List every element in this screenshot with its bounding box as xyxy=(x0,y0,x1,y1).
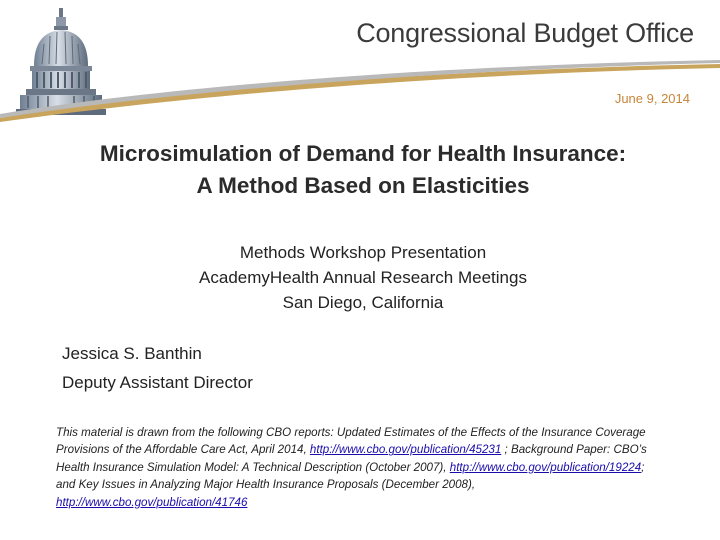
subtitle-line-1: Methods Workshop Presentation xyxy=(239,243,487,262)
author-name: Jessica S. Banthin xyxy=(62,344,202,363)
title-line-1: Microsimulation of Demand for Health Insurance: xyxy=(99,141,627,166)
presentation-date: June 9, 2014 xyxy=(614,91,690,106)
author-role: Deputy Assistant Director xyxy=(62,373,253,392)
link-publication-45231[interactable]: http://www.cbo.gov/publication/45231 xyxy=(309,443,502,457)
note-text-3: ; and Key Issues in Analyzing Major Health Insurance Proposals (December 2008), xyxy=(56,460,645,492)
link-publication-41746[interactable]: http://www.cbo.gov/publication/41746 xyxy=(56,495,248,509)
header-swoosh xyxy=(0,52,720,122)
title-line-2: A Method Based on Elasticities xyxy=(196,173,530,198)
source-note xyxy=(56,424,666,511)
subtitle-line-3: San Diego, California xyxy=(282,293,444,312)
link-publication-19224[interactable]: http://www.cbo.gov/publication/19224 xyxy=(449,460,642,474)
note-text-1: This material is drawn from the following CBO reports: Updated Estimates of the Effects of the Insurance Coverage Provisions of the Affordable Care Act, April 2014, xyxy=(56,426,646,457)
organization-name: Congressional Budget Office xyxy=(356,18,694,48)
slide-subtitle xyxy=(20,240,706,315)
author-block xyxy=(62,339,253,397)
slide-title xyxy=(20,138,706,202)
subtitle-line-2: AcademyHealth Annual Research Meetings xyxy=(199,268,527,287)
note-text-2: ; Background Paper: CBO’s Health Insurance Simulation Model: A Technical Description (October 2007), xyxy=(56,443,647,474)
